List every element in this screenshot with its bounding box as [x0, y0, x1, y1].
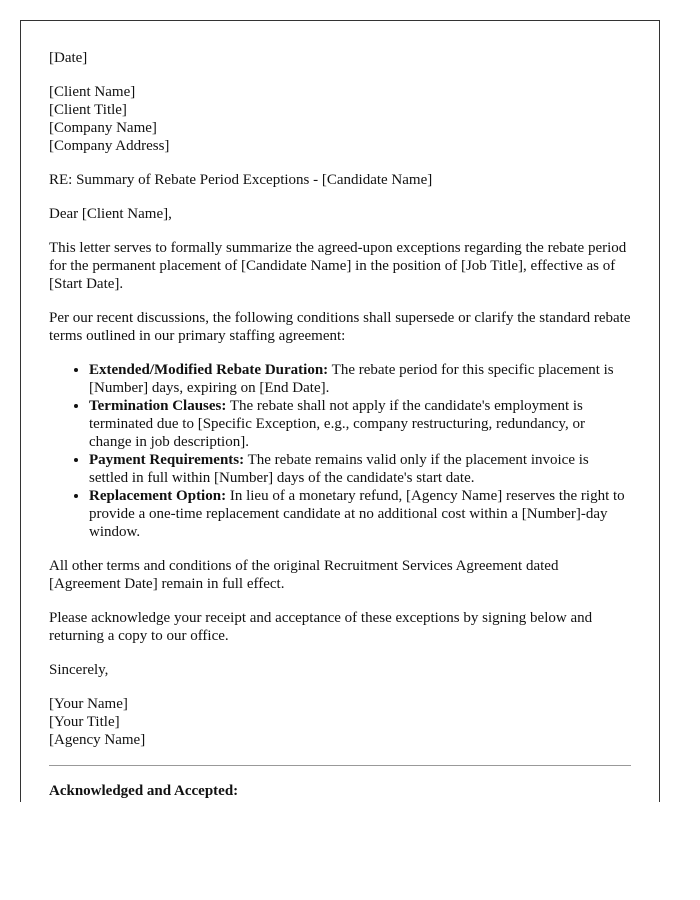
lead-in-paragraph: Per our recent discussions, the following conditions shall supersede or clarify the standard rebate terms outlined in our primary staffing agreement:: [49, 310, 631, 344]
term-item-rebate-duration: [89, 361, 631, 397]
sender-title: [Your Title]: [49, 714, 120, 730]
letter-page: [20, 20, 660, 802]
term-text: In lieu of a monetary refund, [Agency Name] reserves the right to provide a one-time replacement candidate at no additional cost within a [Number]-day window.: [89, 488, 625, 540]
term-label: Payment Requirements:: [89, 452, 245, 468]
letter-date: [Date]: [49, 50, 88, 66]
acceptance-heading: Acknowledged and Accepted:: [49, 783, 239, 799]
intro-paragraph: This letter serves to formally summarize the agreed-upon exceptions regarding the rebate period for the permanent placement of [Candidate Name] in the position of [Job Title], effective as of [Start Date].: [49, 240, 627, 292]
term-label: Extended/Modified Rebate Duration:: [89, 362, 329, 378]
recipient-address: [Company Address]: [49, 138, 170, 154]
section-divider: [49, 765, 631, 766]
recipient-title: [Client Title]: [49, 102, 127, 118]
acknowledge-request-paragraph: Please acknowledge your receipt and acceptance of these exceptions by signing below and returning a copy to our office.: [49, 610, 593, 644]
recipient-address-block: [49, 83, 631, 155]
other-terms-paragraph: All other terms and conditions of the original Recruitment Services Agreement dated [Agreement Date] remain in full effect.: [49, 558, 559, 592]
term-item-termination-clauses: [89, 397, 631, 451]
recipient-name: [Client Name]: [49, 84, 136, 100]
term-label: Replacement Option:: [89, 488, 227, 504]
closing: Sincerely,: [49, 662, 109, 678]
sender-signature-block: [49, 695, 631, 749]
sender-agency: [Agency Name]: [49, 732, 146, 748]
sender-name: [Your Name]: [49, 696, 128, 712]
term-item-replacement-option: [89, 487, 631, 541]
subject-line: RE: Summary of Rebate Period Exceptions - [Candidate Name]: [49, 172, 433, 188]
salutation: Dear [Client Name],: [49, 206, 172, 222]
term-text: The rebate shall not apply if the candidate's employment is terminated due to [Specific Exception, e.g., company restructuring, redundancy, or change in job description].: [89, 398, 585, 450]
term-label: Termination Clauses:: [89, 398, 227, 414]
term-item-payment-requirements: [89, 451, 631, 487]
exception-terms-list: [49, 361, 631, 541]
term-text: The rebate period for this specific placement is [Number] days, expiring on [End Date].: [89, 362, 614, 396]
recipient-company: [Company Name]: [49, 120, 157, 136]
term-text: The rebate remains valid only if the placement invoice is settled in full within [Number] days of the candidate's start date.: [89, 452, 589, 486]
